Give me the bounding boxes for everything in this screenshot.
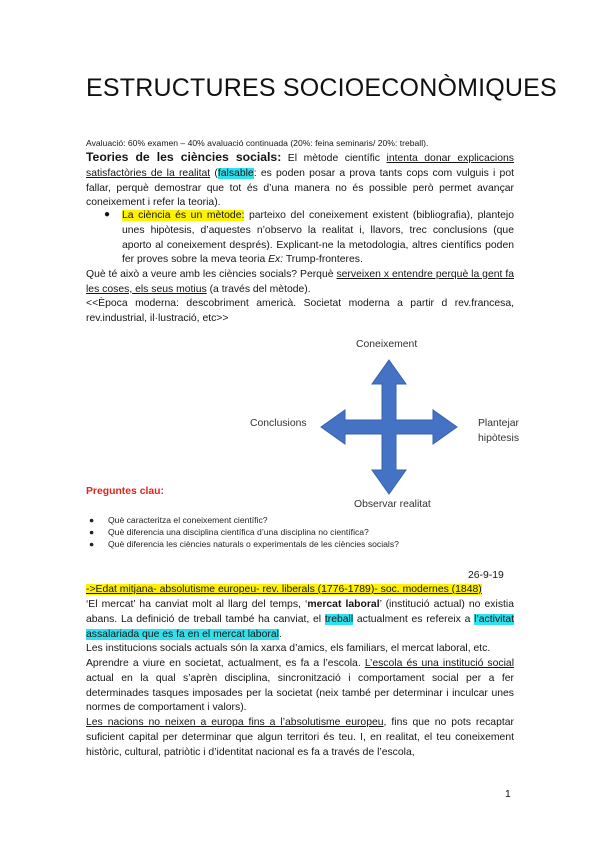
underlined-phrase: intenta donar explicacions satisfactòries de la realitat (86, 153, 514, 179)
highlight-wage-activity: l’activitat assalariada que es fa en el mercat laboral (86, 613, 514, 640)
list-item: ● Què diferencia les ciències naturals o experimentals de les ciències socials? (89, 539, 399, 549)
page-title: ESTRUCTURES SOCIOECONÒMIQUES (86, 74, 557, 102)
bullet-marker: ● (104, 209, 111, 220)
nations-paragraph: Les nacions no neixen a europa fins a l’absolutisme europeu, fins que no pots recaptar suficient capital per determinar que algun territori és teu. I, en realitat, el teu coneixement històric, cultural, patriòtic i d’identitat nacional es fa a través de l’escola, (86, 717, 514, 758)
key-questions-title: Preguntes clau: (86, 486, 164, 497)
evaluation-line: Avaluació: 60% examen – 40% avaluació continuada (20%: feina seminaris/ 20%: treball). (86, 138, 429, 148)
theories-paragraph: Teories de les ciències socials: El mètode científic intenta donar explicacions satisfactòries de la realitat (falsable: es poden posar a prova tants cops com vulguis i pot fallar, perquè demostrar que tot és d’una manera no és possible però permet avançar coneixement i refer la teoria). (86, 150, 514, 209)
market-paragraph: ‘El mercat’ ha canviat molt al llarg del temps, ‘mercat laboral’ (institució actual) no existia abans. La definició de treball també ha canviat, el treball actualment es refereix a l’activitat assalariada que es fa en el mercat laboral. (86, 599, 514, 640)
key-questions-list (86, 514, 516, 550)
cross-arrows-diagram (318, 358, 460, 496)
method-bullet-paragraph: La ciència és un mètode: parteixo del coneixement existent (bibliografia), plantejo unes hipòtesis, d’aquestes n’observo la realitat i, llavors, trec conclusions (que aporto al coneixement després). Explicant-ne la metodologia, altres científics poden fer proves sobre la meva teoria Ex: Trump-fronteres. (122, 210, 514, 266)
page-number: 1 (505, 789, 511, 800)
highlight-falsable: falsable (217, 167, 254, 179)
modern-era-note: <<Època moderna: descobriment americà. Societat moderna a partir d rev.francesa, rev.industrial, il·lustració, etc>> (86, 298, 514, 324)
highlight-method: La ciència és un mètode: (122, 210, 245, 221)
social-question-paragraph: Què té això a veure amb les ciències socials? Perquè serveixen x entendre perquè la gent fa les coses, els seus motius (a través del mètode). (86, 269, 514, 295)
list-item: ● Què caracteritza el coneixement científic? (89, 515, 268, 525)
diagram-label-left: Conclusions (250, 418, 307, 429)
highlight-work: treball (324, 613, 354, 625)
diagram-label-bottom: Observar realitat (354, 499, 431, 510)
diagram-label-right: Plantejar hipòtesis (478, 418, 520, 444)
diagram-label-top: Coneixement (356, 339, 418, 350)
four-way-arrow (321, 360, 457, 494)
institutions-line: Les institucions socials actuals són la xarxa d’amics, els familiars, el mercat laboral, etc. (86, 643, 491, 654)
school-paragraph: Aprendre a viure en societat, actualment, es fa a l’escola. L’escola és una institució social actual en la qual s’aprèn disciplina, sincronització i comportament social per a fer determinades tasques imposades per la societat (neix també per determinar i inculcar unes normes de comportament i valors). (86, 658, 514, 714)
timeline-line: ->Edat mitjana- absolutisme europeu- rev. liberals (1776-1789)- soc. modernes (1848) (86, 584, 482, 595)
theories-heading: Teories de les ciències socials: (86, 150, 282, 164)
date-label: 26-9-19 (468, 570, 504, 581)
list-item: ● Què diferencia una disciplina científica d’una disciplina no científica? (89, 527, 369, 537)
